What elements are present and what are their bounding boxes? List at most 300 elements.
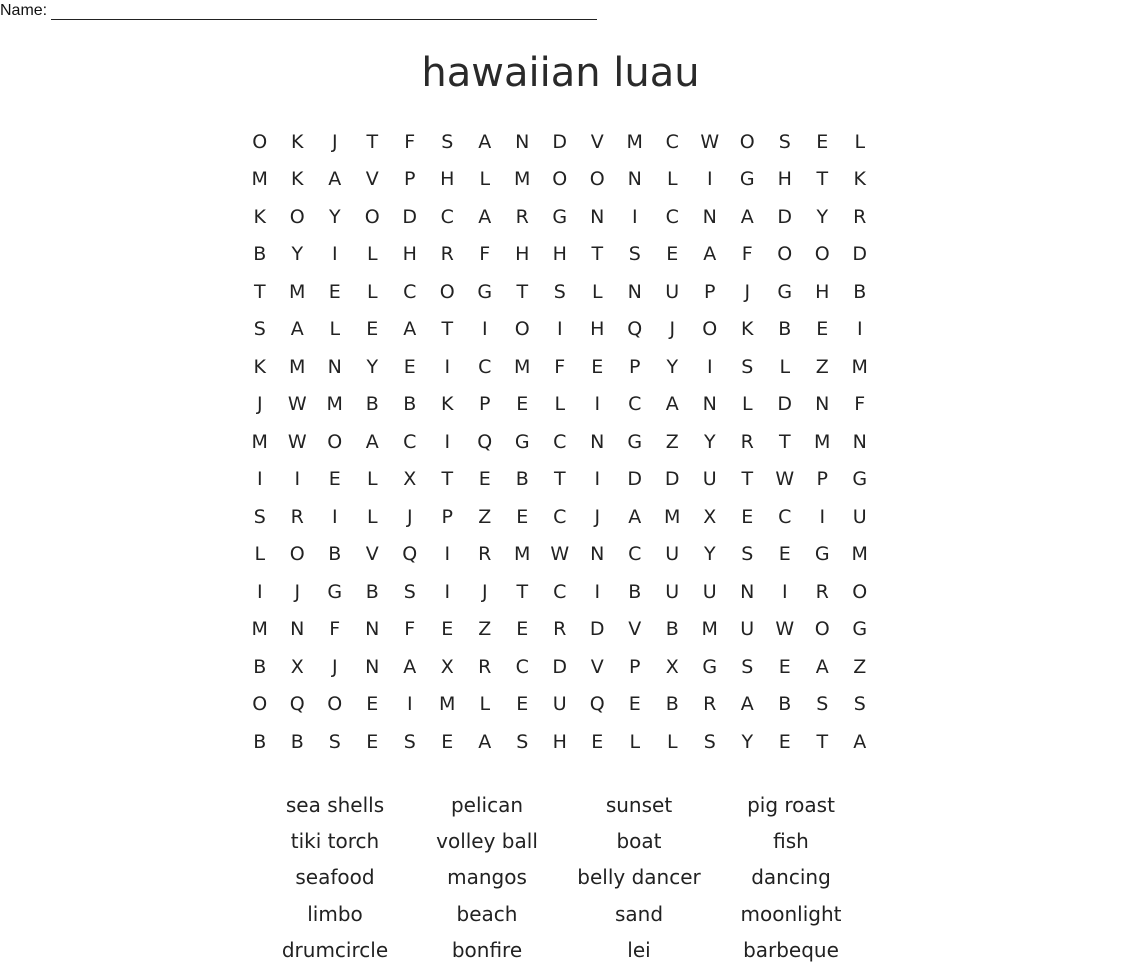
- word-bank-item: belly dancer: [577, 865, 701, 890]
- grid-letter: A: [853, 730, 867, 753]
- grid-letter: M: [514, 168, 531, 191]
- grid-letter: L: [779, 355, 791, 378]
- word-bank-item: boat: [616, 829, 662, 854]
- grid-letter: Y: [291, 243, 304, 266]
- word-bank-item: mangos: [447, 865, 527, 890]
- grid-letter: M: [664, 505, 681, 528]
- grid-letter: P: [816, 468, 828, 491]
- grid-letter: H: [815, 280, 830, 303]
- letter-grid: [241, 123, 879, 761]
- grid-letter: E: [591, 730, 604, 753]
- grid-letter: C: [778, 505, 792, 528]
- grid-letter: S: [853, 693, 866, 716]
- page-title: hawaiian luau: [421, 50, 700, 96]
- grid-letter: C: [403, 280, 417, 303]
- grid-letter: I: [331, 505, 338, 528]
- grid-letter: L: [666, 168, 678, 191]
- word-bank-item: seafood: [295, 865, 375, 890]
- grid-letter: I: [444, 355, 451, 378]
- grid-letter: H: [552, 730, 567, 753]
- grid-letter: M: [326, 393, 343, 416]
- grid-letter: E: [403, 355, 416, 378]
- grid-letter: D: [852, 243, 868, 266]
- grid-letter: I: [444, 580, 451, 603]
- word-bank-item: barbeque: [743, 937, 839, 962]
- grid-letter: E: [328, 468, 341, 491]
- grid-letter: S: [703, 730, 716, 753]
- grid-letter: J: [406, 505, 413, 528]
- grid-letter: C: [665, 130, 679, 153]
- grid-letter: N: [815, 393, 830, 416]
- grid-letter: N: [702, 205, 717, 228]
- grid-letter: R: [478, 543, 492, 566]
- grid-letter: S: [741, 543, 754, 566]
- grid-letter: N: [627, 280, 642, 303]
- grid-letter: P: [404, 168, 416, 191]
- grid-letter: N: [702, 393, 717, 416]
- grid-letter: R: [478, 655, 492, 678]
- grid-letter: O: [852, 580, 868, 603]
- grid-letter: N: [590, 205, 605, 228]
- grid-letter: Z: [815, 355, 829, 378]
- grid-letter: Y: [703, 543, 716, 566]
- grid-letter: X: [290, 655, 304, 678]
- grid-letter: N: [365, 655, 380, 678]
- grid-letter: L: [479, 168, 491, 191]
- grid-letter: D: [777, 205, 793, 228]
- grid-letter: W: [287, 430, 307, 453]
- grid-letter: L: [666, 730, 678, 753]
- grid-letter: O: [589, 168, 605, 191]
- grid-letter: O: [327, 693, 343, 716]
- name-field: [0, 2, 597, 20]
- grid-letter: L: [591, 280, 603, 303]
- grid-letter: N: [365, 618, 380, 641]
- grid-letter: P: [479, 393, 491, 416]
- word-bank-item: sand: [614, 901, 664, 926]
- grid-letter: O: [439, 280, 455, 303]
- grid-letter: B: [253, 730, 267, 753]
- grid-row: [241, 386, 879, 424]
- word-bank-item: dancing: [751, 865, 831, 890]
- grid-letter: S: [328, 730, 341, 753]
- grid-letter: R: [853, 205, 867, 228]
- grid-letter: A: [815, 655, 829, 678]
- grid-letter: P: [629, 355, 641, 378]
- grid-letter: C: [553, 430, 567, 453]
- grid-letter: R: [515, 205, 529, 228]
- grid-letter: B: [403, 393, 417, 416]
- word-bank-item: drumcircle: [281, 937, 389, 962]
- grid-letter: A: [703, 243, 717, 266]
- grid-letter: E: [516, 693, 529, 716]
- grid-letter: Q: [627, 318, 643, 341]
- word-bank-item: sea shells: [285, 793, 385, 818]
- word-bank-item: bonfire: [451, 937, 523, 962]
- grid-letter: V: [590, 130, 604, 153]
- grid-letter: C: [403, 430, 417, 453]
- grid-letter: G: [814, 543, 830, 566]
- grid-letter: M: [514, 355, 531, 378]
- grid-letter: R: [553, 618, 567, 641]
- grid-letter: A: [740, 693, 754, 716]
- grid-letter: I: [294, 468, 301, 491]
- grid-letter: C: [515, 655, 529, 678]
- grid-letter: J: [481, 580, 488, 603]
- grid-letter: J: [331, 655, 338, 678]
- grid-letter: D: [627, 468, 643, 491]
- grid-letter: M: [851, 543, 868, 566]
- grid-letter: S: [816, 693, 829, 716]
- grid-letter: Q: [589, 693, 605, 716]
- grid-letter: C: [553, 505, 567, 528]
- grid-letter: Z: [478, 618, 492, 641]
- grid-letter: D: [402, 205, 418, 228]
- grid-letter: O: [289, 543, 305, 566]
- grid-letter: E: [478, 468, 491, 491]
- word-bank-item: volley ball: [436, 829, 538, 854]
- grid-letter: M: [439, 693, 456, 716]
- grid-letter: R: [440, 243, 454, 266]
- grid-letter: C: [440, 205, 454, 228]
- grid-letter: C: [478, 355, 492, 378]
- grid-letter: U: [852, 505, 867, 528]
- grid-letter: B: [665, 618, 679, 641]
- grid-letter: H: [590, 318, 605, 341]
- grid-letter: S: [403, 730, 416, 753]
- name-underline: [51, 3, 597, 20]
- grid-row: [241, 236, 879, 274]
- grid-letter: I: [481, 318, 488, 341]
- grid-letter: F: [554, 355, 566, 378]
- grid-letter: J: [331, 130, 338, 153]
- grid-letter: V: [628, 618, 642, 641]
- grid-letter: N: [852, 430, 867, 453]
- grid-letter: B: [253, 243, 267, 266]
- grid-row: [241, 611, 879, 649]
- grid-letter: C: [665, 205, 679, 228]
- grid-letter: K: [291, 130, 304, 153]
- grid-letter: H: [515, 243, 530, 266]
- grid-letter: B: [778, 693, 792, 716]
- grid-letter: W: [775, 618, 795, 641]
- grid-letter: I: [256, 468, 263, 491]
- grid-letter: D: [777, 393, 793, 416]
- grid-letter: F: [329, 618, 341, 641]
- grid-letter: E: [366, 693, 379, 716]
- grid-letter: E: [666, 243, 679, 266]
- grid-letter: O: [514, 318, 530, 341]
- grid-letter: Y: [366, 355, 379, 378]
- grid-letter: T: [591, 243, 604, 266]
- grid-letter: I: [444, 430, 451, 453]
- grid-letter: I: [631, 205, 638, 228]
- grid-letter: V: [365, 168, 379, 191]
- grid-letter: A: [478, 730, 492, 753]
- grid-letter: K: [253, 205, 266, 228]
- grid-row: [241, 348, 879, 386]
- grid-letter: N: [515, 130, 530, 153]
- grid-row: [241, 686, 879, 724]
- grid-letter: G: [852, 468, 868, 491]
- grid-row: [241, 161, 879, 199]
- grid-letter: W: [700, 130, 720, 153]
- grid-letter: K: [741, 318, 754, 341]
- grid-row: [241, 198, 879, 236]
- grid-letter: K: [853, 168, 866, 191]
- grid-row: [241, 423, 879, 461]
- grid-row: [241, 123, 879, 161]
- grid-letter: M: [251, 618, 268, 641]
- grid-letter: B: [853, 280, 867, 303]
- grid-letter: W: [775, 468, 795, 491]
- grid-letter: O: [552, 168, 568, 191]
- grid-letter: S: [741, 355, 754, 378]
- grid-letter: B: [778, 318, 792, 341]
- grid-letter: T: [441, 468, 454, 491]
- grid-letter: R: [703, 693, 717, 716]
- grid-letter: O: [289, 205, 305, 228]
- grid-letter: P: [629, 655, 641, 678]
- grid-letter: E: [778, 730, 791, 753]
- grid-letter: Y: [666, 355, 679, 378]
- grid-letter: F: [404, 618, 416, 641]
- grid-letter: S: [741, 655, 754, 678]
- grid-letter: V: [590, 655, 604, 678]
- grid-letter: E: [441, 618, 454, 641]
- grid-letter: G: [327, 580, 343, 603]
- grid-letter: H: [552, 243, 567, 266]
- grid-letter: T: [253, 280, 266, 303]
- grid-letter: S: [403, 580, 416, 603]
- grid-letter: A: [290, 318, 304, 341]
- grid-letter: G: [514, 430, 530, 453]
- grid-letter: E: [516, 393, 529, 416]
- grid-letter: L: [366, 280, 378, 303]
- grid-letter: L: [854, 130, 866, 153]
- grid-letter: H: [402, 243, 417, 266]
- grid-letter: E: [591, 355, 604, 378]
- grid-letter: A: [628, 505, 642, 528]
- grid-letter: E: [516, 505, 529, 528]
- grid-letter: I: [706, 355, 713, 378]
- grid-letter: A: [403, 318, 417, 341]
- grid-letter: A: [365, 430, 379, 453]
- grid-letter: H: [440, 168, 455, 191]
- grid-letter: L: [741, 393, 753, 416]
- grid-letter: A: [665, 393, 679, 416]
- grid-letter: M: [514, 543, 531, 566]
- grid-letter: U: [552, 693, 567, 716]
- grid-letter: B: [665, 693, 679, 716]
- grid-letter: T: [516, 580, 529, 603]
- grid-letter: M: [251, 430, 268, 453]
- grid-row: [241, 311, 879, 349]
- grid-letter: N: [590, 543, 605, 566]
- grid-letter: G: [702, 655, 718, 678]
- grid-letter: G: [739, 168, 755, 191]
- grid-letter: T: [553, 468, 566, 491]
- grid-letter: L: [366, 243, 378, 266]
- grid-letter: U: [702, 580, 717, 603]
- grid-letter: L: [479, 693, 491, 716]
- grid-letter: T: [816, 730, 829, 753]
- grid-letter: L: [254, 543, 266, 566]
- grid-letter: S: [778, 130, 791, 153]
- grid-letter: U: [665, 543, 680, 566]
- grid-letter: E: [628, 693, 641, 716]
- grid-letter: L: [329, 318, 341, 341]
- grid-letter: J: [256, 393, 263, 416]
- grid-letter: E: [441, 730, 454, 753]
- grid-row: [241, 461, 879, 499]
- grid-letter: C: [553, 580, 567, 603]
- grid-row: [241, 648, 879, 686]
- grid-letter: E: [366, 318, 379, 341]
- grid-letter: M: [289, 355, 306, 378]
- grid-letter: E: [816, 130, 829, 153]
- grid-letter: X: [403, 468, 417, 491]
- grid-letter: O: [739, 130, 755, 153]
- grid-letter: E: [778, 655, 791, 678]
- grid-letter: J: [594, 505, 601, 528]
- grid-letter: E: [816, 318, 829, 341]
- grid-letter: W: [550, 543, 570, 566]
- grid-letter: I: [594, 580, 601, 603]
- grid-letter: E: [741, 505, 754, 528]
- grid-letter: F: [854, 393, 866, 416]
- word-bank-item: sunset: [605, 793, 673, 818]
- grid-letter: K: [291, 168, 304, 191]
- grid-letter: B: [328, 543, 342, 566]
- grid-letter: O: [364, 205, 380, 228]
- grid-letter: G: [852, 618, 868, 641]
- grid-letter: L: [554, 393, 566, 416]
- grid-letter: R: [815, 580, 829, 603]
- grid-row: [241, 498, 879, 536]
- grid-letter: L: [629, 730, 641, 753]
- grid-letter: I: [819, 505, 826, 528]
- grid-letter: G: [627, 430, 643, 453]
- grid-letter: Y: [328, 205, 341, 228]
- grid-letter: W: [287, 393, 307, 416]
- grid-letter: Y: [816, 205, 829, 228]
- grid-letter: X: [440, 655, 454, 678]
- grid-letter: J: [294, 580, 301, 603]
- word-bank: [259, 787, 867, 968]
- grid-letter: P: [441, 505, 453, 528]
- word-bank-item: lei: [627, 937, 651, 962]
- grid-letter: Z: [665, 430, 679, 453]
- grid-letter: V: [365, 543, 379, 566]
- grid-letter: S: [628, 243, 641, 266]
- grid-letter: N: [740, 580, 755, 603]
- grid-letter: I: [406, 693, 413, 716]
- grid-letter: I: [706, 168, 713, 191]
- grid-letter: O: [814, 618, 830, 641]
- grid-letter: X: [703, 505, 717, 528]
- grid-letter: E: [516, 618, 529, 641]
- grid-letter: Y: [741, 730, 754, 753]
- grid-letter: M: [814, 430, 831, 453]
- grid-letter: S: [253, 318, 266, 341]
- grid-letter: K: [441, 393, 454, 416]
- grid-letter: M: [289, 280, 306, 303]
- grid-letter: Z: [478, 505, 492, 528]
- word-bank-item: limbo: [307, 901, 363, 926]
- grid-letter: G: [552, 205, 568, 228]
- grid-letter: S: [516, 730, 529, 753]
- grid-letter: S: [441, 130, 454, 153]
- grid-letter: Z: [853, 655, 867, 678]
- grid-letter: N: [290, 618, 305, 641]
- grid-letter: B: [365, 580, 379, 603]
- grid-letter: A: [740, 205, 754, 228]
- grid-letter: N: [627, 168, 642, 191]
- grid-letter: M: [626, 130, 643, 153]
- grid-letter: D: [589, 618, 605, 641]
- grid-letter: I: [594, 393, 601, 416]
- grid-letter: U: [665, 580, 680, 603]
- grid-letter: I: [856, 318, 863, 341]
- grid-letter: E: [366, 730, 379, 753]
- grid-letter: J: [744, 280, 751, 303]
- grid-letter: M: [701, 618, 718, 641]
- word-bank-item: pig roast: [747, 793, 835, 818]
- name-label: Name:: [0, 2, 48, 19]
- word-bank-item: pelican: [450, 793, 524, 818]
- grid-letter: A: [478, 130, 492, 153]
- grid-letter: F: [479, 243, 491, 266]
- grid-row: [241, 273, 879, 311]
- grid-letter: B: [515, 468, 529, 491]
- grid-letter: A: [403, 655, 417, 678]
- grid-letter: N: [327, 355, 342, 378]
- grid-letter: L: [366, 505, 378, 528]
- grid-letter: B: [628, 580, 642, 603]
- grid-letter: I: [556, 318, 563, 341]
- grid-letter: D: [664, 468, 680, 491]
- grid-letter: A: [328, 168, 342, 191]
- grid-letter: Q: [402, 543, 418, 566]
- grid-letter: D: [552, 130, 568, 153]
- grid-letter: O: [702, 318, 718, 341]
- grid-letter: G: [777, 280, 793, 303]
- grid-letter: P: [704, 280, 716, 303]
- word-bank-item: tiki torch: [290, 829, 380, 854]
- grid-letter: B: [253, 655, 267, 678]
- grid-letter: I: [781, 580, 788, 603]
- grid-letter: B: [290, 730, 304, 753]
- grid-letter: Y: [703, 430, 716, 453]
- grid-letter: X: [665, 655, 679, 678]
- grid-letter: D: [552, 655, 568, 678]
- grid-letter: S: [553, 280, 566, 303]
- grid-letter: C: [628, 543, 642, 566]
- word-bank-item: fish: [773, 829, 809, 854]
- grid-letter: M: [251, 168, 268, 191]
- grid-letter: U: [665, 280, 680, 303]
- word-bank-item: beach: [456, 901, 518, 926]
- grid-letter: R: [740, 430, 754, 453]
- grid-letter: I: [331, 243, 338, 266]
- grid-letter: U: [740, 618, 755, 641]
- grid-letter: O: [252, 693, 268, 716]
- grid-letter: Q: [289, 693, 305, 716]
- grid-letter: T: [366, 130, 379, 153]
- grid-row: [241, 723, 879, 761]
- grid-letter: U: [702, 468, 717, 491]
